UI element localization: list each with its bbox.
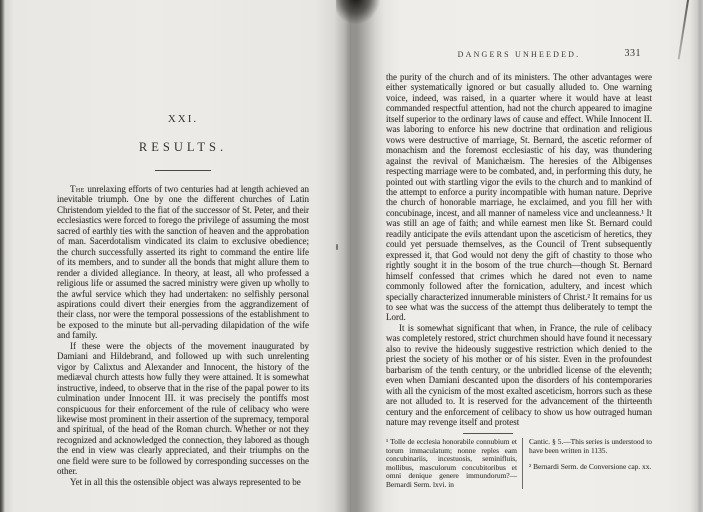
paragraph <box>57 184 309 341</box>
chapter-number: XXI. <box>167 113 199 125</box>
chapter-divider-rule <box>155 170 211 171</box>
footnote-2: ² Bernardi Serm. de Conversione cap. xx. <box>529 462 652 472</box>
running-head-row <box>386 50 652 62</box>
page-number: 331 <box>624 48 641 59</box>
footnote-separator <box>463 433 513 434</box>
footnotes <box>386 438 652 489</box>
chapter-title: RESULTS. <box>138 140 228 154</box>
lead-word: The <box>70 184 85 194</box>
paragraph: Yet in all this the ostensible object was always represented to be <box>70 476 301 487</box>
right-page <box>386 50 652 489</box>
running-head: DANGERS UNHEEDED. <box>457 50 581 59</box>
binding-top-shadow <box>336 0 380 24</box>
footnote-1-continuation: Cantic. § 5.—This series is understood to have been written in 1135. <box>529 437 652 455</box>
paragraph: the purity of the church and of its ministers. The other advantages were either systematically ignored or but casually alluded to. One warning voice, indeed, was raised, in a quarter where it would have at least commanded respectful attention, had not the church appeared to imagine itself superior to the ordinary laws of cause and effect. While Innocent II. was laboring to enforce his new doctrine that ordination and religious vows were destructive of marriage, St. Bernard, the ascetic reformer of monachism and the foremost ecclesiastic of his day, was thundering against the revival of Manichæism. The heresies of the Albigenses respecting marriage were to be combated, and, in performing this duty, he pointed out with startling vigor the evils to the church and to mankind of the attempt to enforce a purity incompatible with human nature. Deprive the church of honorable marriage, he exclaimed, and you fill her with concubinage, incest, and all manner of nameless vice and uncleanness.¹ It was still an age of faith; and while earnest men like St. Bernard could readily anticipate the evils attendant upon the asceticism of heretics, they could yet persuade themselves, as the Council of Trent subsequently expressed it, that God would not deny the gift of chastity to those who rightly sought it in the bosom of the true church—though St. Bernard himself confessed that crimes which he dared not even to name commonly followed after the fornication, adultery, and incest which specially characterized innumerable ministers of Christ.² It remains for us to see what was the success of the attempt thus deliberately to tempt the Lord. <box>386 72 652 323</box>
right-page-body <box>386 72 652 427</box>
footnote-column-right <box>522 438 652 489</box>
paragraph: If these were the objects of the movement inaugurated by Damiani and Hildebrand, and followed up with such unrelenting vigor by Calixtus and Alexander and Innocent, the history of the mediæval church attests how fully they were attained. It is somewhat instructive, indeed, to observe that in the rise of the papal power to its culmination under Innocent III. it was precisely the pontiffs most conspicuous for their enforcement of the rule of celibacy who were likewise most prominent in their assertion of the supremacy, temporal and spiritual, of the head of the Roman church. Whether or not they recognized and acknowledged the connection, they labored as though the end in view was clearly appreciated, and their triumphs on the one field were sure to be followed by corresponding successes on the other. <box>57 340 309 477</box>
footnote-column-left <box>386 438 522 489</box>
footnote-1: ¹ Tolle de ecclesia honorabile connubium et torum immaculatum; nonne reples eam concubinariis, incestuosis, seminifluis, mollibus, masculorum concubitoribus et omni denique genere immundorum?—Bernardi Serm. lxvi. in <box>386 437 517 489</box>
paragraph-text: unrelaxing efforts of two centuries had at length achieved an inevitable triumph. One by one the different churches of Latin Christendom yielded to the fiat of the successor of St. Peter, and their ecclesiastics were forced to forego the privilege of assuming the most sacred of earthly ties with the sanction of heaven and the approbation of man. Sacerdotalism vindicated its claim to exclusive obedience; the church successfully asserted its right to command the entire life of its members, and to sunder all the bonds that might allure them to render a divided allegiance. In theory, at least, all who professed a religious life or assumed the sacred ministry were given up wholly to the awful service which they had undertaken: no selfishly personal aspirations could divert their energies from the aggrandizement of their class, nor were the temporal possessions of the establishment to be exposed to the minute but all-pervading dilapidation of the wife and family. <box>57 184 309 341</box>
left-page-body <box>57 184 309 487</box>
paragraph: It is somewhat significant that when, in France, the rule of celibacy was completely restored, strict churchmen should have found it necessary also to revive the hideously suggestive restriction which denied to the priest the society of his mother or of his sister. Even in the profoundest barbarism of the tenth century, or the unbridled license of the eleventh; even when Damiani descanted upon the disorders of his contemporaries with all the cynicism of the most exalted asceticism, horrors such as these are not alluded to. It is reserved for the advancement of the thirteenth century and the enforcement of celibacy to show us how outraged human nature may revenge itself and protest <box>386 322 652 427</box>
left-page <box>57 113 309 487</box>
page-edge-curl-line <box>678 0 690 59</box>
gutter-speck <box>336 244 338 250</box>
